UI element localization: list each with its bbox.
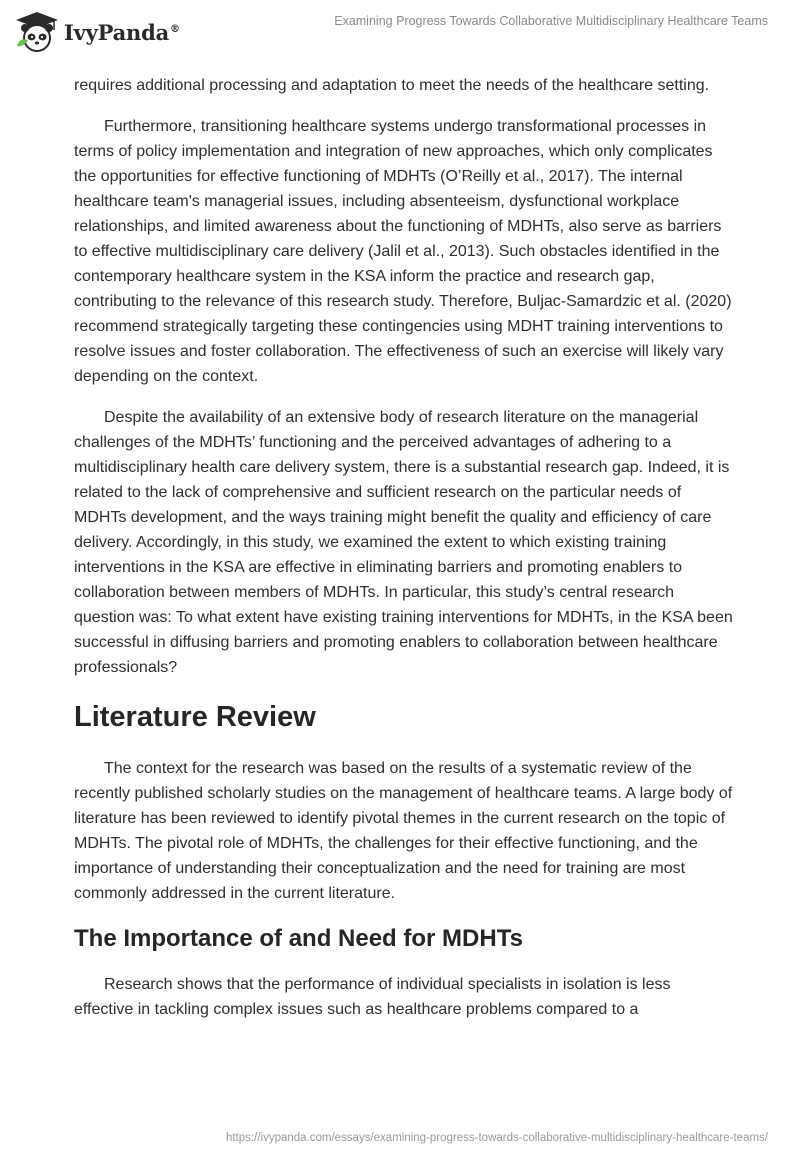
panda-graduate-icon: [14, 10, 60, 54]
paragraph: Despite the availability of an extensive body of research literature on the managerial challenges of the MDHTs’ functioning and the perceived advantages of adhering to a multidisciplinary health care delivery system, there is a substantial research gap. Indeed, it is related to the lack of comprehensive and sufficient research on the particular needs of MDHTs development, and the ways training might benefit the quality and efficiency of care delivery. Accordingly, in this study, we examined the extent to which existing training interventions in the KSA are effective in eliminating barriers and promoting enablers to collaboration between members of MDHTs. In particular, this study’s central research question was: To what extent have existing training interventions for MDHTs, in the KSA been successful in diffusing barriers and promoting enablers to collaboration between healthcare professionals?: [74, 409, 733, 676]
page-header: [0, 0, 800, 70]
paragraph: Furthermore, transitioning healthcare systems undergo transformational processes in terms of policy implementation and integration of new approaches, which only complicates the opportunities for effective functioning of MDHTs (O’Reilly et al., 2017). The internal healthcare team's managerial issues, including absenteeism, dysfunctional workplace relationships, and limited awareness about the functioning of MDHTs, also serve as barriers to effective multidisciplinary care delivery (Jalil et al., 2013). Such obstacles identified in the contemporary healthcare system in the KSA inform the practice and research gap, contributing to the relevance of this research study. Therefore, Buljac-Samardzic et al. (2020) recommend strategically targeting these contingencies using MDHT training interventions to resolve issues and foster collaboration. The effectiveness of such an exercise will likely vary depending on the context.: [74, 118, 732, 385]
paragraph-continued: requires additional processing and adaptation to meet the needs of the healthcare setting.: [74, 77, 710, 94]
document-title: Examining Progress Towards Collaborative Multidisciplinary Healthcare Teams: [334, 14, 768, 28]
brand-name: IvyPanda®: [64, 19, 180, 45]
paragraph: Research shows that the performance of individual specialists in isolation is less effective in tackling complex issues such as healthcare problems compared to a: [74, 976, 671, 1018]
essay-body: [74, 73, 734, 1038]
paragraph: The context for the research was based on the results of a systematic review of the recently published scholarly studies on the management of healthcare teams. A large body of literature has been reviewed to identify pivotal themes in the current research on the topic of MDHTs. The pivotal role of MDHTs, the challenges for their effective functioning, and the importance of understanding their conceptualization and the need for training are most commonly addressed in the current literature.: [74, 760, 733, 902]
section-heading-literature-review: Literature Review: [74, 701, 316, 733]
ivypanda-logo[interactable]: [14, 10, 180, 54]
subsection-heading-importance: The Importance of and Need for MDHTs: [74, 925, 523, 952]
source-url[interactable]: https://ivypanda.com/essays/examining-progress-towards-collaborative-multidisciplinary-healthcare-teams/: [226, 1132, 768, 1144]
